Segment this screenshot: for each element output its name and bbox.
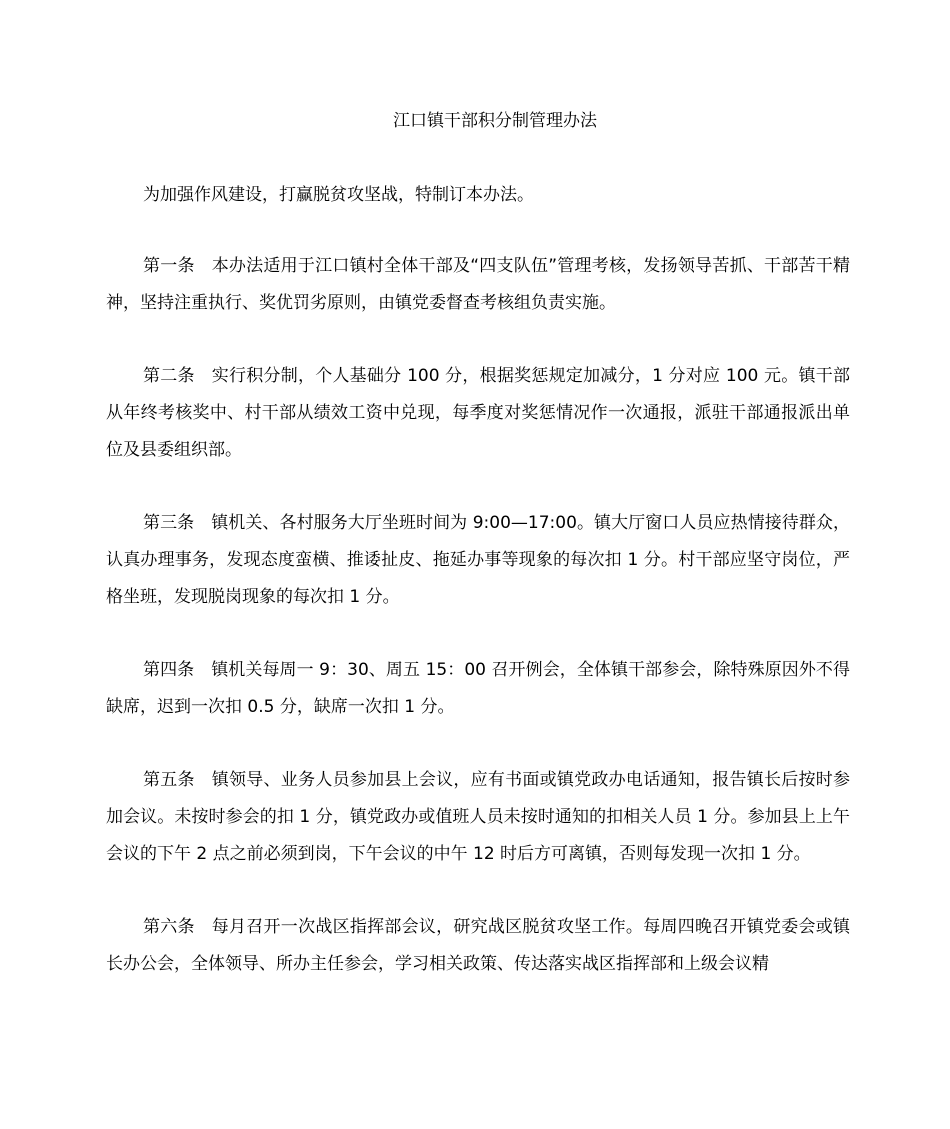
article-number: 第二条 xyxy=(143,366,195,386)
article-text: 镇领导、业务人员参加县上会议，应有书面或镇党政办电话通知，报告镇长后按时参加会议。未按时参会的扣 1 分，镇党政办或值班人员未按时通知的扣相关人员 1 分。参加县上上午会议的下午 2 点之前必须到岗，下午会议的中午 12 时后方可离镇，否则每发现一次扣 1 分。 xyxy=(106,770,851,864)
article-3 xyxy=(106,505,850,616)
article-6 xyxy=(106,909,850,983)
article-text: 实行积分制，个人基础分 100 分，根据奖惩规定加减分，1 分对应 100 元。镇干部从年终考核奖中、村干部从绩效工资中兑现，每季度对奖惩情况作一次通报，派驻干部通报派出单位及县委组织部。 xyxy=(106,366,850,460)
article-number: 第四条 xyxy=(143,660,195,680)
article-text: 本办法适用于江口镇村全体干部及“四支队伍”管理考核，发扬领导苦抓、干部苦干精神，坚持注重执行、奖优罚劣原则，由镇党委督查考核组负责实施。 xyxy=(106,256,850,313)
article-number: 第六条 xyxy=(143,917,195,937)
article-5 xyxy=(106,762,850,873)
article-number: 第五条 xyxy=(143,770,195,790)
article-number: 第一条 xyxy=(143,256,195,276)
article-text: 每月召开一次战区指挥部会议，研究战区脱贫攻坚工作。每周四晚召开镇党委会或镇长办公会，全体领导、所办主任参会，学习相关政策、传达落实战区指挥部和上级会议精 xyxy=(106,917,851,974)
article-1 xyxy=(106,248,850,322)
article-number: 第三条 xyxy=(143,513,195,533)
document-body xyxy=(106,177,850,1019)
article-text: 镇机关、各村服务大厅坐班时间为 9:00—17:00。镇大厅窗口人员应热情接待群众，认真办理事务，发现态度蛮横、推诿扯皮、拖延办事等现象的每次扣 1 分。村干部应坚守岗位，严格坐班，发现脱岗现象的每次扣 1 分。 xyxy=(106,513,851,607)
document-title: 江口镇干部积分制管理办法 xyxy=(393,111,597,131)
intro-paragraph: 为加强作风建设，打赢脱贫攻坚战，特制订本办法。 xyxy=(143,185,534,205)
article-4 xyxy=(106,652,850,726)
article-2 xyxy=(106,358,850,469)
article-text: 镇机关每周一 9：30、周五 15：00 召开例会，全体镇干部参会，除特殊原因外不得缺席，迟到一次扣 0.5 分，缺席一次扣 1 分。 xyxy=(106,660,851,717)
